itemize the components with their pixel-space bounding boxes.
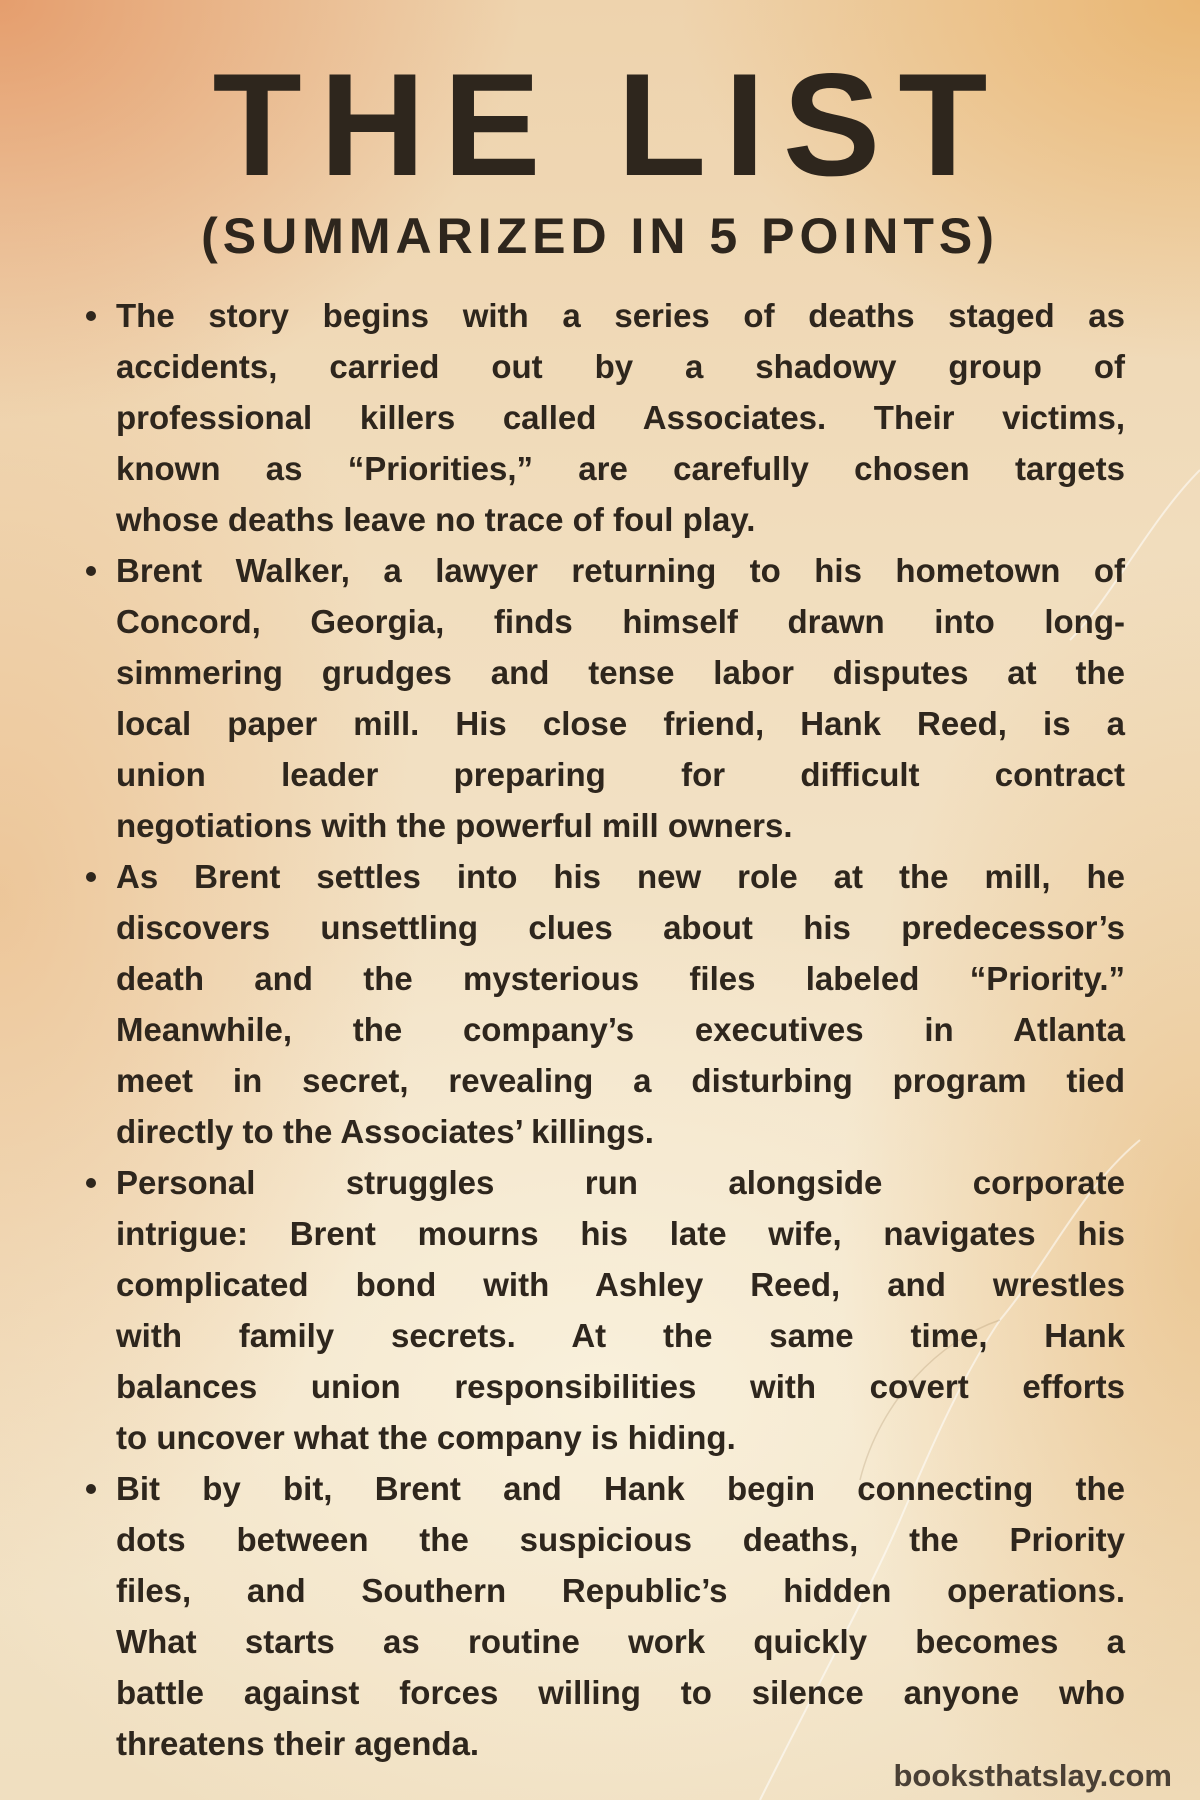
text-line: Concord, Georgia, finds himself drawn into long-	[116, 603, 1125, 640]
summary-point-2	[116, 545, 1125, 851]
text-line: Bit by bit, Brent and Hank begin connecting the	[116, 1470, 1125, 1507]
bullet-icon	[86, 311, 96, 321]
text-line: union leader preparing for difficult contract	[116, 756, 1125, 793]
summary-point-3	[116, 851, 1125, 1157]
text-line: directly to the Associates’ killings.	[116, 1113, 654, 1150]
summary-point-1	[116, 290, 1125, 545]
text-line: professional killers called Associates. Their victims,	[116, 399, 1125, 436]
website-watermark: booksthatslay.com	[893, 1758, 1172, 1793]
page-title: THE LIST	[212, 43, 1006, 206]
summary-list	[116, 290, 1125, 1769]
text-line: death and the mysterious files labeled “Priority.”	[116, 960, 1125, 997]
text-line: discovers unsettling clues about his predecessor’s	[116, 909, 1125, 946]
text-line: whose deaths leave no trace of foul play.	[116, 501, 756, 538]
text-line: threatens their agenda.	[116, 1725, 480, 1762]
bullet-icon	[86, 1484, 96, 1494]
text-line: negotiations with the powerful mill owners.	[116, 807, 793, 844]
text-line: accidents, carried out by a shadowy group of	[116, 348, 1125, 385]
text-line: files, and Southern Republic’s hidden operations.	[116, 1572, 1125, 1609]
text-line: intrigue: Brent mourns his late wife, navigates his	[116, 1215, 1125, 1252]
text-line: known as “Priorities,” are carefully chosen targets	[116, 450, 1125, 487]
bullet-icon	[86, 872, 96, 882]
text-line: The story begins with a series of deaths staged as	[116, 297, 1125, 334]
text-line: Meanwhile, the company’s executives in Atlanta	[116, 1011, 1125, 1048]
text-line: to uncover what the company is hiding.	[116, 1419, 736, 1456]
text-line: meet in secret, revealing a disturbing program tied	[116, 1062, 1125, 1099]
text-line: Personal struggles run alongside corporate	[116, 1164, 1125, 1201]
text-line: dots between the suspicious deaths, the Priority	[116, 1521, 1125, 1558]
summary-point-4	[116, 1157, 1125, 1463]
summary-point-5	[116, 1463, 1125, 1769]
text-line: Brent Walker, a lawyer returning to his hometown of	[116, 552, 1125, 589]
page-subtitle: (SUMMARIZED IN 5 POINTS)	[201, 208, 999, 264]
text-line: local paper mill. His close friend, Hank Reed, is a	[116, 705, 1125, 742]
text-line: battle against forces willing to silence anyone who	[116, 1674, 1125, 1711]
text-line: As Brent settles into his new role at the mill, he	[116, 858, 1125, 895]
bullet-icon	[86, 566, 96, 576]
text-line: balances union responsibilities with covert efforts	[116, 1368, 1125, 1405]
text-line: complicated bond with Ashley Reed, and wrestles	[116, 1266, 1125, 1303]
text-line: with family secrets. At the same time, Hank	[116, 1317, 1125, 1354]
text-line: What starts as routine work quickly becomes a	[116, 1623, 1125, 1660]
text-line: simmering grudges and tense labor disputes at the	[116, 654, 1125, 691]
bullet-icon	[86, 1178, 96, 1188]
